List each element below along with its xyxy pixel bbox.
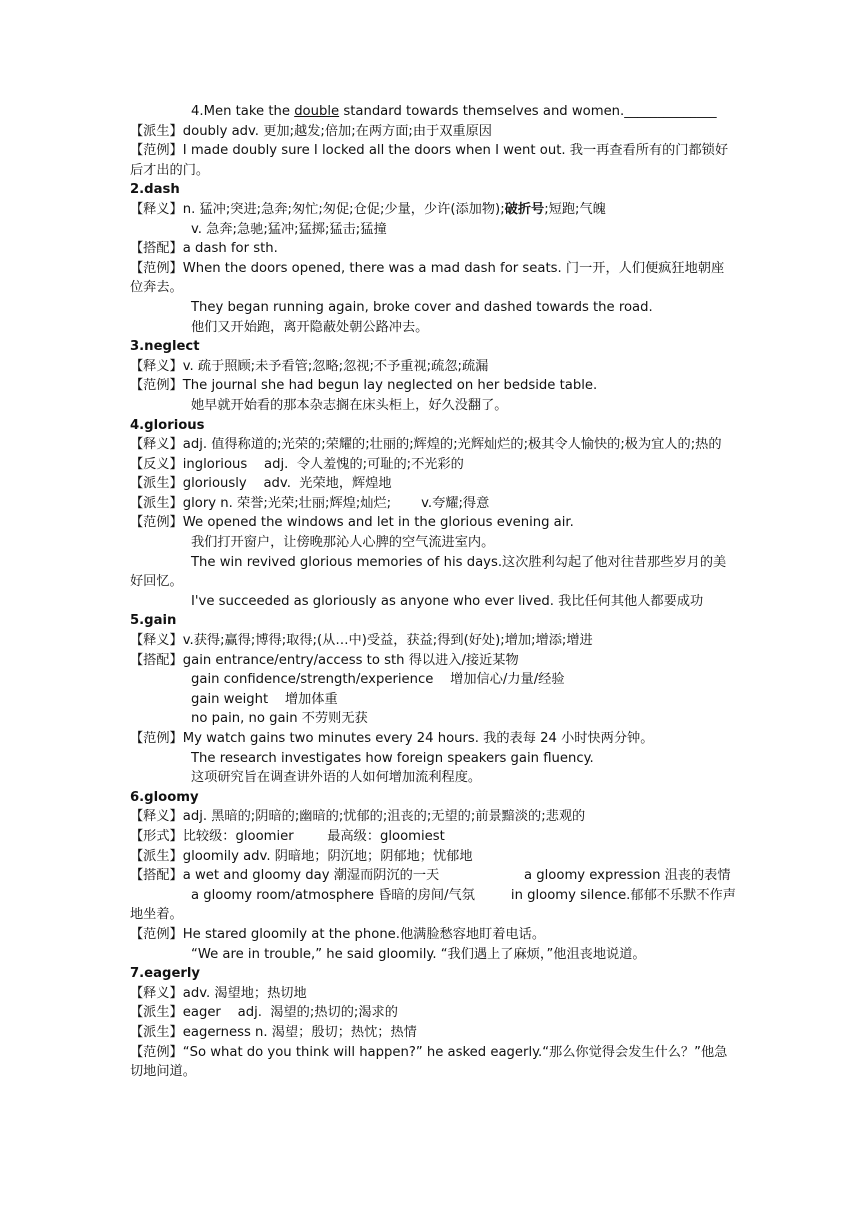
tag-label: 【释义】: [130, 201, 183, 217]
antonym-line: [130, 455, 736, 475]
derive-line: [130, 122, 736, 142]
tag-label: 【搭配】: [130, 652, 183, 668]
entry-heading-eagerly: 7.eagerly: [130, 966, 201, 982]
example-text: The win revived glorious memories of his days.这次胜利勾起了他对往昔那些岁月的美好回忆。: [130, 554, 727, 590]
tag-label: 【范例】: [130, 515, 183, 531]
document-body: [130, 102, 736, 1082]
definition-text: adj. 黑暗的;阴暗的;幽暗的;忧郁的;沮丧的;无望的;前景黯淡的;悲观的: [182, 809, 586, 825]
derive-line: [130, 847, 736, 867]
tag-label: 【派生】: [130, 476, 183, 492]
collocation-text: in gloomy silence.郁郁不乐默不作声地坐着。: [130, 887, 736, 923]
form-text: 比较级：gloomier 最高级：gloomiest: [182, 828, 445, 844]
collocation-text: gain entrance/entry/access to sth 得以进入/接近某物: [182, 652, 519, 668]
example-line: [130, 553, 736, 592]
definition-text: v.获得;赢得;博得;取得;(从…中)受益，获益;得到(好处);增加;增添;增进: [182, 633, 593, 649]
example-text: He stared gloomily at the phone.他满脸愁容地盯着电话。: [182, 926, 546, 942]
bold-term: 破折号: [504, 201, 545, 217]
example-text: My watch gains two minutes every 24 hours. 我的表每 24 小时快两分钟。: [182, 731, 654, 746]
tag-label: 【范例】: [130, 1044, 183, 1060]
tag-label: 【派生】: [130, 848, 183, 864]
example-text: “So what do you think will happen?” he asked eagerly.“那么你觉得会发生什么？”他急切地问道。: [130, 1044, 728, 1080]
example-line: [130, 729, 736, 749]
tag-label: 【搭配】: [130, 241, 183, 257]
tag-label: 【形式】: [130, 828, 183, 844]
entry-heading-neglect: 3.neglect: [130, 339, 200, 355]
example-chinese: 她早就开始看的那本杂志搁在床头柜上，好久没翻了。: [191, 397, 508, 413]
example-line: “We are in trouble,” he said gloomily. “我们遇上了麻烦，”他沮丧地说道。: [191, 946, 646, 962]
derive-text: gloriously adv. 光荣地，辉煌地: [182, 476, 392, 492]
example-text: The journal she had begun lay neglected on her bedside table.: [182, 378, 598, 394]
example-chinese: 我们打开窗户，让傍晚那沁人心脾的空气流进室内。: [191, 535, 495, 551]
definition-text: ;短跑;气魄: [544, 201, 606, 217]
collocation-line: [130, 886, 736, 925]
tag-label: 【释义】: [130, 809, 183, 825]
tag-label: 【范例】: [130, 378, 183, 394]
tag-label: 【范例】: [130, 731, 183, 746]
example-chinese: 他们又开始跑，离开隐蔽处朝公路冲去。: [191, 319, 429, 335]
collocation-text: no pain, no gain 不劳则无获: [191, 711, 368, 727]
definition-line: [130, 357, 736, 377]
definition-verb: v. 急奔;急驰;猛冲;猛掷;猛击;猛撞: [191, 221, 387, 237]
example-text: We opened the windows and let in the glorious evening air.: [182, 515, 574, 531]
derive-text: eagerness n. 渴望；殷切；热忱；热情: [182, 1024, 417, 1040]
example-line: I've succeeded as gloriously as anyone who ever lived. 我比任何其他人都要成功: [191, 593, 704, 609]
tag-label: 【搭配】: [130, 868, 183, 884]
tag-label: 【释义】: [130, 358, 183, 374]
collocation-line: [130, 239, 736, 259]
example-line: [130, 259, 736, 298]
derive-text: glory n. 荣誉;光荣;壮丽;辉煌;灿烂;: [182, 495, 392, 511]
example-sentence-4: [130, 102, 736, 122]
tag-label: 【释义】: [130, 985, 183, 1001]
entry-heading-glorious: 4.glorious: [130, 417, 205, 433]
collocation-text: a wet and gloomy day 潮湿而阴沉的一天: [182, 868, 440, 884]
example-line: [130, 925, 736, 945]
tag-label: 【范例】: [130, 143, 183, 159]
derive-line: [130, 1023, 736, 1043]
example-english: They began running again, broke cover and dashed towards the road.: [191, 299, 653, 315]
entry-heading-gloomy: 6.gloomy: [130, 789, 199, 805]
underlined-word: double: [294, 104, 340, 119]
definition-text: adj. 值得称道的;光荣的;荣耀的;壮丽的;辉煌的;光辉灿烂的;极其令人愉快的;极为宜人的;热的: [182, 437, 722, 453]
collocation-text: a gloomy room/atmosphere 昏暗的房间/气氛: [191, 887, 475, 903]
derive-text: eager adj. 渴望的;热切的;渴求的: [182, 1005, 398, 1021]
tag-label: 【派生】: [130, 495, 183, 511]
derive-line: [130, 494, 736, 514]
definition-text: n. 猛冲;突进;急奔;匆忙;匆促;仓促;少量，少许(添加物);: [182, 201, 505, 217]
example-line: [130, 1043, 736, 1082]
example-line: [130, 376, 736, 396]
example-text: I made doubly sure I locked all the doors when I went out. 我一再查看所有的门都锁好后才出的门。: [130, 143, 729, 178]
example-english: The research investigates how foreign speakers gain fluency.: [191, 750, 594, 766]
entry-heading-dash: 2.dash: [130, 182, 180, 198]
definition-line: [130, 435, 736, 455]
entry-heading-gain: 5.gain: [130, 613, 177, 629]
definition-line: [130, 200, 736, 220]
example-line: [130, 513, 736, 533]
tag-label: 【反义】: [130, 456, 183, 472]
form-line: [130, 827, 736, 847]
derive-text: v.夸耀;得意: [421, 495, 490, 511]
derive-line: [130, 474, 736, 494]
example-chinese: 这项研究旨在调查讲外语的人如何增加流利程度。: [191, 770, 482, 786]
definition-text: v. 疏于照顾;未予看管;忽略;忽视;不予重视;疏忽;疏漏: [182, 358, 489, 374]
sentence-part: 4.Men take the: [191, 104, 295, 119]
derive-line: [130, 1003, 736, 1023]
tag-label: 【派生】: [130, 1024, 183, 1040]
collocation-text: a gloomy expression 沮丧的表情: [524, 868, 731, 884]
collocation-text: a dash for sth.: [182, 241, 278, 257]
derive-text: gloomily adv. 阴暗地；阴沉地；阴郁地；忧郁地: [182, 848, 473, 864]
tag-label: 【释义】: [130, 437, 183, 453]
tag-label: 【派生】: [130, 1005, 183, 1021]
tag-label: 【释义】: [130, 633, 183, 649]
definition-text: adv. 渴望地；热切地: [182, 985, 307, 1001]
tag-label: 【范例】: [130, 926, 183, 942]
definition-line: [130, 984, 736, 1004]
sentence-part: standard towards themselves and women.______________: [339, 104, 717, 119]
definition-line: [130, 631, 736, 651]
collocation-text: gain weight 增加体重: [191, 691, 338, 707]
collocation-line: [130, 651, 736, 671]
derive-text: doubly adv. 更加;越发;倍加;在两方面;由于双重原因: [182, 123, 492, 139]
collocation-text: gain confidence/strength/experience 增加信心/力量/经验: [191, 672, 565, 688]
example-text: When the doors opened, there was a mad dash for seats. 门一开，人们便疯狂地朝座位奔去。: [130, 260, 725, 296]
tag-label: 【范例】: [130, 260, 183, 276]
definition-line: [130, 807, 736, 827]
example-line: [130, 141, 736, 180]
antonym-text: inglorious adj. 令人羞愧的;可耻的;不光彩的: [182, 456, 464, 472]
collocation-line: [130, 866, 736, 886]
tag-label: 【派生】: [130, 123, 183, 139]
